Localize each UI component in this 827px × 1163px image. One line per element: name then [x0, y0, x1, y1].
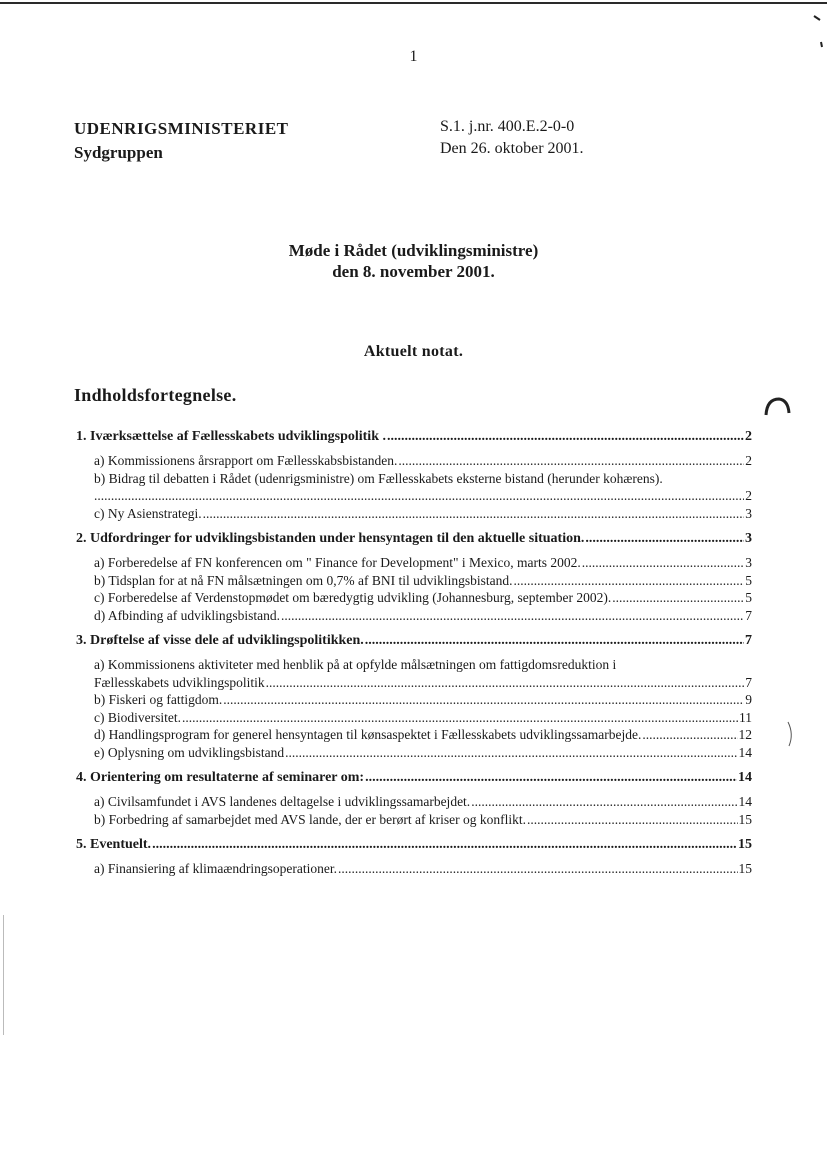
toc-leader	[582, 554, 745, 572]
toc-entry-label: a) Kommissionens årsrapport om Fællesskabsbistanden.	[94, 453, 398, 468]
toc-entry-label: c) Forberedelse af Verdenstopmødet om bæredygtig udvikling (Johannesburg, september 2002).	[94, 590, 612, 605]
toc-page-number: 11	[739, 709, 752, 725]
toc-page-number: 5	[745, 590, 752, 605]
toc-page-number: 7	[745, 674, 752, 690]
toc-section	[76, 768, 752, 828]
toc-entry[interactable]	[94, 470, 752, 505]
toc-section	[76, 631, 752, 761]
meeting-date: den 8. november 2001.	[332, 262, 495, 281]
toc-page-number: 3	[745, 555, 752, 570]
department-name: Sydgruppen	[74, 143, 163, 162]
toc-section-title[interactable]	[76, 529, 752, 548]
toc-entry-label: b) Bidrag til debatten i Rådet (udenrigsministre) om Fællesskabets eksterne bistand (herunder kohærens).	[94, 470, 663, 486]
toc-section-label: 1. Iværksættelse af Fællesskabets udviklingspolitik .	[76, 429, 386, 444]
toc-leader	[266, 674, 745, 692]
toc-entry[interactable]	[94, 726, 752, 744]
document-date: Den 26. oktober 2001.	[440, 140, 584, 157]
toc-page-number: 3	[745, 531, 752, 546]
toc-leader	[365, 768, 737, 787]
toc-entry-label: e) Oplysning om udviklingsbistand	[94, 744, 285, 760]
toc-entry-label: d) Afbinding af udviklingsbistand.	[94, 607, 280, 623]
scan-speck-icon	[812, 14, 824, 50]
page-number: 1	[409, 48, 418, 65]
toc-leader	[612, 589, 744, 607]
document-type: Aktuelt notat.	[363, 343, 464, 360]
toc-section-title[interactable]	[76, 427, 752, 446]
ministry-name: UDENRIGSMINISTERIET	[74, 119, 289, 138]
toc-leader	[285, 744, 737, 762]
toc-entry-label-continued: Fællesskabets udviklingspolitik	[94, 674, 265, 690]
toc-page-number: 7	[745, 633, 752, 648]
toc-entry-label: a) Kommissionens aktiviteter med henblik på at opfylde målsætningen om fattigdomsreduktion i	[94, 657, 617, 672]
toc-page-number: 3	[745, 505, 752, 521]
toc-entry-label: a) Forberedelse af FN konferencen om " Finance for Development" i Mexico, marts 2002.	[94, 555, 581, 570]
toc-entry-label: a) Civilsamfundet i AVS landenes deltagelse i udviklingssamarbejdet.	[94, 794, 471, 809]
toc-entry[interactable]	[94, 656, 752, 691]
toc-entry-label: b) Fiskeri og fattigdom.	[94, 692, 223, 707]
toc-section	[76, 835, 752, 878]
toc-section-label: 2. Udfordringer for udviklingsbistanden under hensyntagen til den aktuelle situation.	[76, 531, 585, 546]
toc-page-number: 14	[738, 770, 752, 785]
toc-page-number: 15	[738, 811, 752, 827]
toc-page-number: 14	[738, 744, 752, 760]
scan-edge-line	[0, 2, 827, 4]
toc-entry[interactable]	[94, 505, 752, 523]
toc-entry[interactable]	[94, 691, 752, 709]
scan-edge-left	[3, 915, 4, 1035]
toc-entry-label: b) Tidsplan for at nå FN målsætningen om 0,7% af BNI til udviklingsbistand.	[94, 572, 513, 588]
toc-entry[interactable]	[94, 572, 752, 590]
toc-leader	[514, 572, 745, 590]
scan-bracket-icon	[786, 720, 796, 748]
toc-entry[interactable]	[94, 811, 752, 829]
toc-leader	[365, 631, 744, 650]
toc-page-number: 7	[745, 607, 752, 623]
toc-entry-label: a) Finansiering af klimaændringsoperationer.	[94, 861, 337, 876]
journal-reference: S.1. j.nr. 400.E.2-0-0	[440, 118, 575, 135]
toc-leader	[182, 709, 738, 727]
toc-leader	[152, 835, 737, 854]
toc-leader	[642, 726, 737, 744]
toc-leader	[338, 860, 738, 878]
toc-entry[interactable]	[94, 589, 752, 607]
toc-section-title[interactable]	[76, 768, 752, 787]
toc-section	[76, 529, 752, 624]
toc-section-label: 5. Eventuelt.	[76, 837, 152, 852]
toc-leader	[223, 691, 744, 709]
toc-entry[interactable]	[94, 709, 752, 727]
toc-page-number: 5	[745, 572, 752, 588]
toc-leader	[585, 529, 744, 548]
toc-entry[interactable]	[94, 744, 752, 762]
toc-leader	[471, 793, 737, 811]
toc-section-label: 3. Drøftelse af visse dele af udviklingspolitikken.	[76, 633, 364, 648]
toc-page-number: 15	[738, 837, 752, 852]
toc-section-title[interactable]	[76, 631, 752, 650]
toc-leader	[203, 505, 745, 523]
toc-leader	[94, 487, 744, 505]
toc-leader	[398, 452, 744, 470]
toc-leader	[281, 607, 744, 625]
toc-section-label: 4. Orientering om resultaterne af seminarer om:	[76, 770, 365, 785]
toc-entry[interactable]	[94, 452, 752, 470]
table-of-contents	[76, 427, 752, 885]
toc-page-number: 2	[745, 453, 752, 468]
toc-section-title[interactable]	[76, 835, 752, 854]
toc-heading: Indholdsfortegnelse.	[74, 385, 237, 405]
meeting-title: Møde i Rådet (udviklingsministre)	[288, 241, 539, 260]
toc-entry-label: c) Ny Asienstrategi.	[94, 505, 202, 521]
toc-entry-label: d) Handlingsprogram for generel hensyntagen til kønsaspektet i Fællesskabets udviklingssamarbejde.	[94, 727, 642, 742]
toc-page-number: 14	[738, 794, 752, 809]
toc-entry[interactable]	[94, 793, 752, 811]
toc-page-number: 2	[745, 488, 752, 503]
toc-leader	[527, 811, 738, 829]
toc-leader	[387, 427, 744, 446]
toc-entry-label: c) Biodiversitet.	[94, 709, 181, 725]
toc-entry-label: b) Forbedring af samarbejdet med AVS lande, der er berørt af kriser og konflikt.	[94, 811, 526, 827]
toc-page-number: 2	[745, 429, 752, 444]
toc-entry[interactable]	[94, 554, 752, 572]
toc-page-number: 15	[738, 861, 752, 876]
toc-entry[interactable]	[94, 607, 752, 625]
scan-curl-icon	[763, 395, 793, 421]
toc-page-number: 9	[745, 692, 752, 707]
toc-entry[interactable]	[94, 860, 752, 878]
toc-section	[76, 427, 752, 522]
toc-page-number: 12	[738, 727, 752, 742]
